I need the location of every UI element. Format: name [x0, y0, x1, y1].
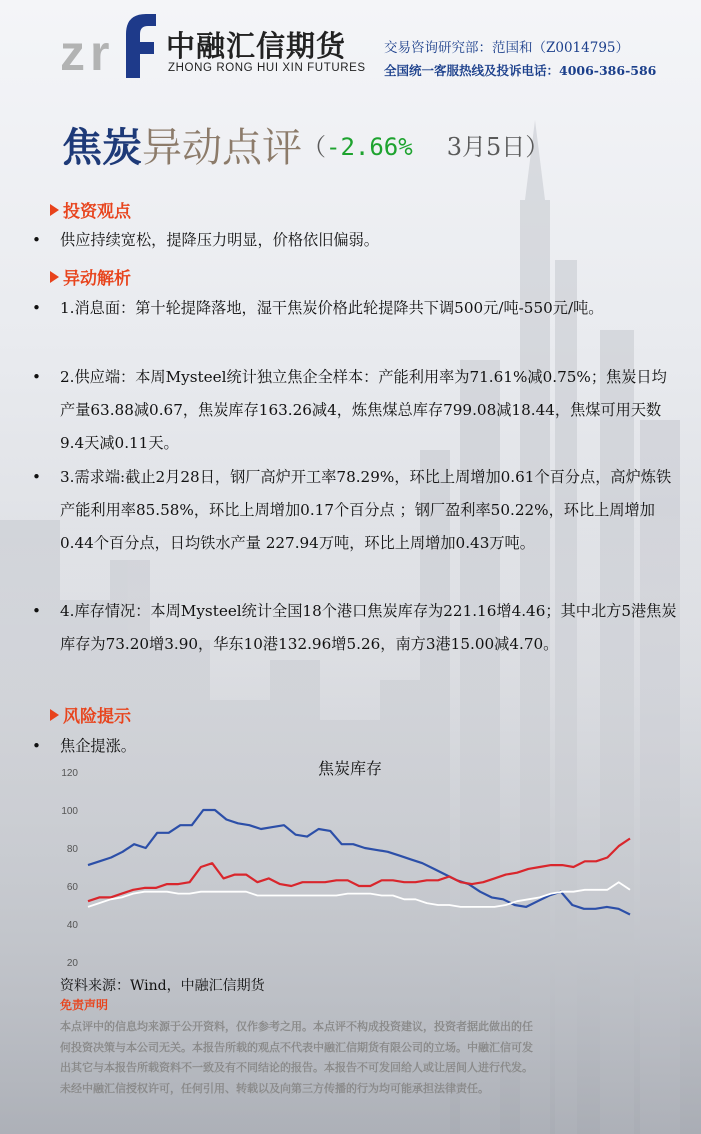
- price-change: -2.66%: [326, 133, 413, 161]
- company-logo: [60, 8, 160, 80]
- report-date: 3月5日）: [446, 133, 550, 161]
- arrow-icon: [50, 709, 59, 721]
- title-product: 焦炭: [62, 124, 142, 171]
- y-tick-label: 100: [61, 806, 78, 817]
- disclaimer-body: [60, 1017, 650, 1099]
- chart-title: 焦炭库存: [317, 759, 383, 778]
- y-tick-label: 120: [61, 768, 78, 779]
- title-paren: （: [302, 133, 326, 161]
- disclaimer-line: 未经中融汇信授权许可，任何引用、转载以及向第三方传播的行为均可能承担法律责任。: [60, 1081, 489, 1095]
- company-name-cn: 中融汇信期货: [166, 29, 347, 63]
- data-source: 资料来源：Wind，中融汇信期货: [60, 978, 265, 994]
- page-title: [62, 116, 549, 173]
- list-item: • 4.库存情况：本周Mysteel统计全国18个港口焦炭库存为221.16增4.46；其中北方5港焦炭库存为73.20增3.90，华东10港132.96增5.26，南方3港15.00减4.70。: [32, 602, 677, 653]
- section-heading-view: 投资观点: [50, 197, 131, 222]
- disclaimer-line: 出其它与本报告所载资料不一致及有不同结论的报告。本报告不可发回给人或让居间人进行代发。: [60, 1061, 533, 1074]
- disclaimer-line: 本点评中的信息均来源于公开资料，仅作参考之用。本点评不构成投资建议，投资者据此做出的任: [60, 1020, 533, 1033]
- list-item: • 3.需求端:截止2月28日，钢厂高炉开工率78.29%，环比上周增加0.61个百分点，高炉炼铁产能利用率85.58%，环比上周增加0.17个百分点 ；钢厂盈利率50.22%，环比上周增加0.44个百分点，日均铁水产量 227.94万吨，环比上周增加0.43万吨。: [32, 468, 672, 552]
- arrow-icon: [50, 204, 59, 216]
- coke-inventory-chart: [58, 752, 648, 987]
- series-line-blue: [88, 810, 630, 915]
- list-item: • 1.消息面：第十轮提降落地，湿干焦炭价格此轮提降共下调500元/吨-550元/吨。: [32, 299, 604, 317]
- svg-text:r: r: [90, 25, 110, 80]
- y-tick-label: 20: [66, 958, 78, 969]
- disclaimer-heading: 免责声明: [60, 998, 109, 1012]
- research-contact: 交易咨询研究部：范国和（Z0014795）: [384, 40, 630, 56]
- hotline-contact: 全国统一客服热线及投诉电话：4006-386-586: [384, 63, 657, 78]
- y-tick-label: 80: [66, 844, 78, 855]
- list-item: • 焦企提涨。: [32, 737, 136, 755]
- arrow-icon: [50, 271, 59, 283]
- disclaimer-line: 何投资决策与本公司无关。本报告所载的观点不代表中融汇信期货有限公司的立场。中融汇信可发: [60, 1040, 533, 1054]
- list-item: • 供应持续宽松，提降压力明显，价格依旧偏弱。: [32, 231, 379, 249]
- company-name-en: ZHONG RONG HUI XIN FUTURES: [168, 62, 366, 74]
- title-subject: 异动点评: [142, 125, 302, 171]
- section-heading-risk: 风险提示: [50, 702, 131, 727]
- y-tick-label: 60: [66, 882, 78, 893]
- y-tick-label: 40: [66, 920, 78, 931]
- svg-text:z: z: [60, 25, 85, 80]
- list-item: • 2.供应端：本周Mysteel统计独立焦企全样本：产能利用率为71.61%减0.75%；焦炭日均产量63.88减0.67，焦炭库存163.26减4，炼焦煤总库存799.08减18.44，焦煤可用天数9.4天减0.11天。: [32, 368, 667, 452]
- section-heading-analysis: 异动解析: [50, 264, 131, 289]
